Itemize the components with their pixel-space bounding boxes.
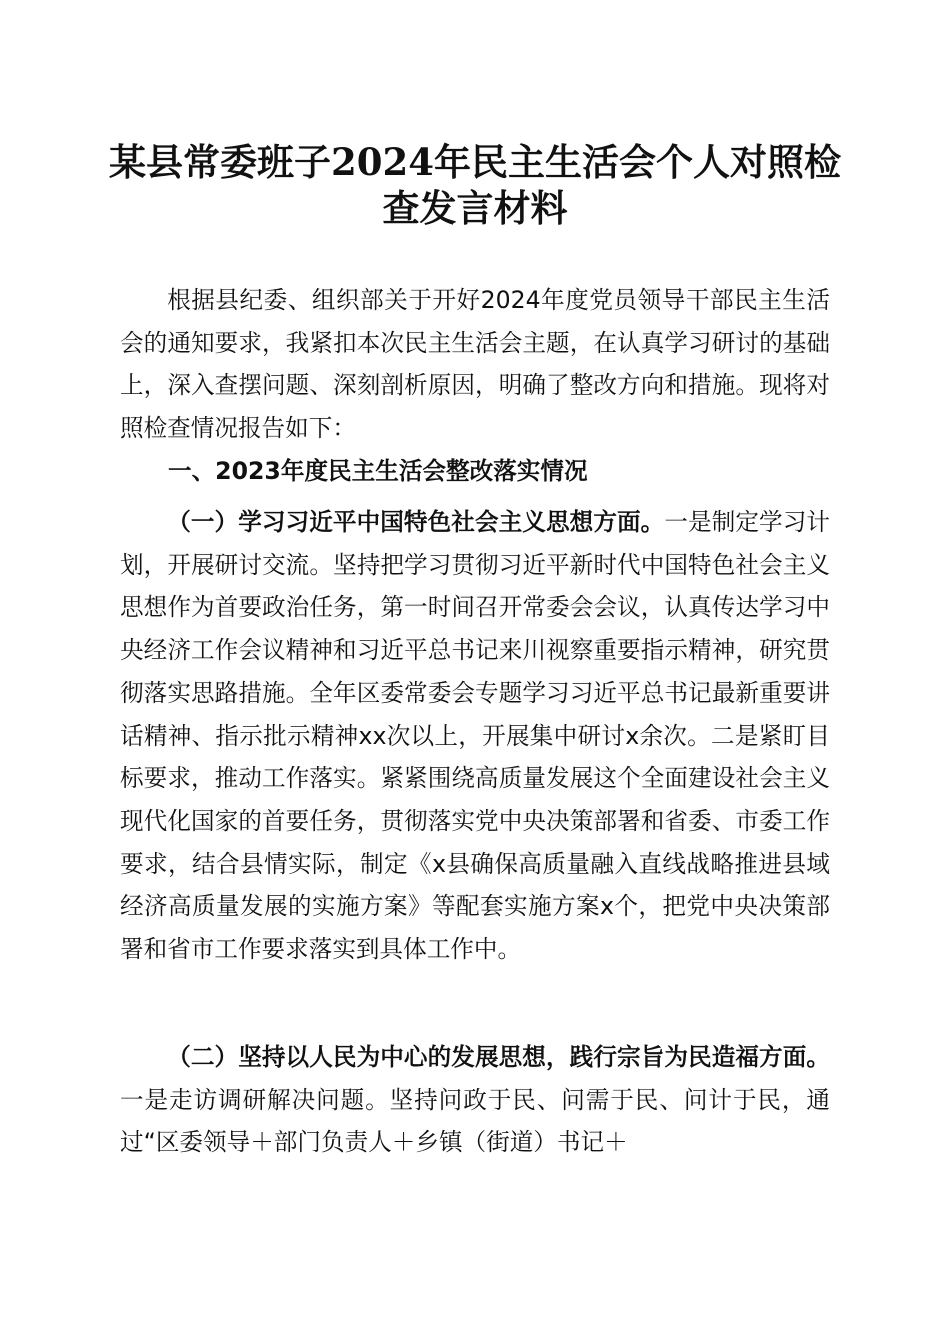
section-heading-1: 一、2023年度民主生活会整改落实情况 [168,457,588,485]
intro-paragraph [120,279,830,450]
subsection-1-paragraph [120,501,830,971]
subsection-2-text [120,1036,830,1164]
intro-text: 根据县纪委、组织部关于开好2024年度党员领导干部民主生活会的通知要求，我紧扣本次民主生活会主题，在认真学习研讨的基础上，深入查摆问题、深刻剖析原因，明确了整改方向和措施。现将对照检查情况报告如下： [120,286,830,443]
subsection-1-body: 一是制定学习计划，开展研讨交流。坚持把学习贯彻习近平新时代中国特色社会主义思想作为首要政治任务，第一时间召开常委会会议，认真传达学习中央经济工作会议精神和习近平总书记来川视察重要指示精神，研究贯彻落实思路措施。全年区委常委会专题学习习近平总书记最新重要讲话精神、指示批示精神xx次以上，开展集中研讨x余次。二是紧盯目标要求，推动工作落实。紧紧围绕高质量发展这个全面建设社会主义现代化国家的首要任务，贯彻落实党中央决策部署和省委、市委工作要求，结合县情实际，制定《x县确保高质量融入直线战略推进县域经济高质量发展的实施方案》等配套实施方案x个，把党中央决策部署和省市工作要求落实到具体工作中。 [120,508,831,964]
document-title-line1: 某县常委班子2024年民主生活会个人对照检 [109,140,841,184]
subsection-2-lead: （二）坚持以人民为中心的发展思想，践行宗旨为民造福方面。 [167,1043,830,1071]
subsection-2-body: 一是走访调研解决问题。坚持问政于民、问需于民、问计于民，通过“区委领导＋部门负责人＋乡镇（街道）书记＋ [120,1085,830,1157]
document-title-line2: 查发言材料 [382,186,568,230]
subsection-1-text [120,501,830,971]
subsection-2-paragraph [120,1036,830,1164]
subsection-1-lead: （一）学习习近平中国特色社会主义思想方面。 [167,508,665,536]
